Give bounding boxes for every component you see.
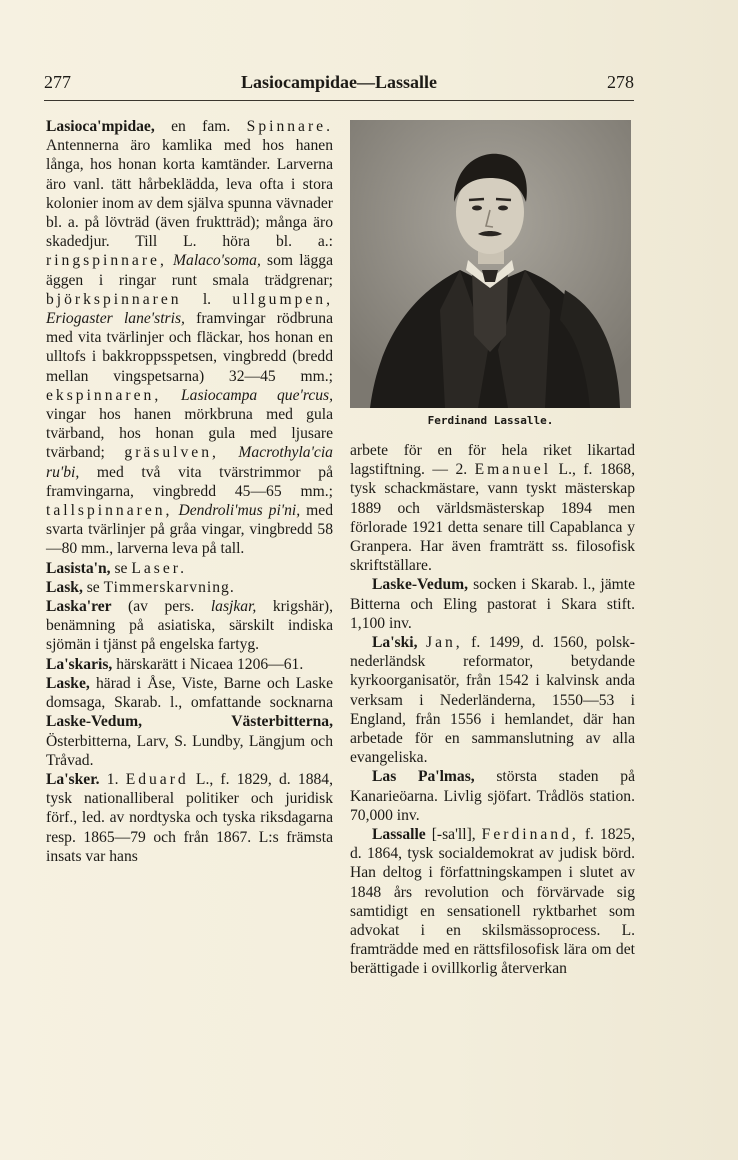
spaced-term: Spinnare. (246, 118, 333, 135)
header-rule (44, 100, 634, 101)
entry-text (418, 634, 426, 651)
running-head: Lasiocampidae—Lassalle (240, 72, 437, 92)
entry-laske (46, 674, 333, 770)
entry-text: en fam. (154, 118, 247, 135)
portrait-illustration (350, 120, 631, 408)
latin-name: Dendroli'mus pi'ni, (172, 502, 301, 520)
page-number-left: 277 (44, 72, 71, 92)
headword: Laske, (46, 674, 90, 692)
entry-lasker (46, 770, 333, 866)
entry-text: se (82, 578, 104, 596)
spaced-term: björkspinnaren (46, 290, 182, 308)
entry-text: härad i Åse, Viste, Barne och Laske domsaga, Skarab. l., omfattande socknarna (46, 674, 333, 712)
spaced-term: tallspinnaren, (46, 502, 173, 520)
latin-name: Lasiocampa que'rcus, (161, 386, 333, 404)
latin-name: Malaco'soma, (166, 252, 261, 270)
entry-text: vingar hos hanen mörkbruna med gula tvärband, hos honan gula med ljusare tvärband; (46, 406, 333, 462)
entry-laskaris (46, 655, 333, 674)
left-column (46, 117, 333, 866)
entry-text: härskarätt i Nicaea 1206—61. (112, 655, 304, 673)
headword: Las Pa'lmas, (372, 768, 475, 786)
entry-text: se (110, 559, 132, 577)
spaced-term: Ferdinand, (481, 826, 579, 844)
entry-lasiocampidae (46, 117, 333, 559)
entry-laski (350, 633, 635, 767)
headword: Lask, (46, 578, 83, 596)
headword: Laske-Vedum, (372, 576, 469, 594)
latin-name: lasjkar, (210, 598, 257, 616)
entry-text: som lägga äggen i ringar runt smala trädgrenar; (46, 252, 333, 289)
spaced-term: Emanuel (474, 461, 552, 479)
entry-lask (46, 578, 333, 597)
headword: La'sker. (46, 770, 100, 788)
entry-lassalle (350, 825, 635, 979)
spaced-term: Eduard (125, 770, 189, 788)
portrait-photo (350, 120, 631, 408)
page-number-right: 278 (607, 72, 634, 92)
entry-laske-vedum (350, 575, 635, 633)
headword: Lassalle (372, 826, 426, 844)
spaced-term: ringspinnare, (46, 252, 167, 270)
spaced-term: gräsulven, (124, 444, 219, 462)
entry-lasker-continued (350, 441, 635, 575)
entry-text: [-sa'll], (425, 826, 482, 844)
entry-lasistan (46, 559, 333, 578)
entry-text: Österbitterna, Larv, S. Lundby, Längjum och Tråvad. (46, 732, 333, 769)
spaced-term: Laser. (131, 559, 188, 577)
headword: La'ski, (372, 634, 418, 652)
entry-text: med svarta tvärlinjer på gråa vingar, vingbredd 58—80 mm., larverna leva på tall. (46, 502, 333, 558)
entry-text: arbete för en för hela riket likartad lagstiftning. — 2. (350, 442, 635, 479)
headword: La'skaris, (46, 655, 113, 673)
headword: Laska'rer (46, 598, 112, 616)
entry-text: krigshär), benämning på asiatiska, särskilt indiska sjömän i tjänst på engelska fartyg. (46, 598, 334, 654)
page-header (44, 70, 634, 98)
entry-las-palmas (350, 767, 635, 825)
spaced-term: Timmerskarvning. (103, 578, 235, 596)
entry-text: l. (181, 290, 233, 308)
entry-text: Antennerna äro kamlika med hos hanen långa, hos honan korta kamtänder. Larverna äro vanl. tätt hårbeklädda, leva ofta i stora kolonier inom av dem själva spunna vävnader bl. a. på lövträd (även fruktträd); många äro skadedjur. Till L. höra bl. a.: (46, 137, 333, 251)
spaced-term: ekspinnaren, (46, 386, 162, 404)
entry-text: 1. (99, 770, 126, 788)
entry-text: (av pers. (111, 598, 211, 616)
entry-text: L., f. 1868, tysk schackmästare, vann tyskt mästerskap 1889 och världsmästerskap 1894 men förlorade 1921 detta senare till Capablanca y Granpera. Har även framträtt ss. filosofisk skriftställare. (350, 461, 635, 575)
entry-text: f. 1825, d. 1864, tysk socialdemokrat av judisk börd. Han deltog i författningskampen i slutet av 1848 års revolution och förvärvade sig samtidigt en sensationell ryktbarhet som advokat i en skilsmässoprocess. L. framträdde med en rättsfilosofisk lära om det berättigade i ovillkorlig återverkan (350, 826, 635, 978)
entry-text: framvingar rödbruna med vita tvärlinjer och fläckar, hos honan en ulltofs i bakkroppsspetsen, vingbredd (bredd mellan vingspetsarna) 32—45 mm.; (46, 310, 333, 385)
entry-text: största staden på Kanarieöarna. Livlig sjöfart. Trådlös station. 70,000 inv. (350, 768, 635, 824)
latin-name: Macrothyla'cia ru'bi, (46, 444, 333, 481)
latin-name: Eriogaster lane'stris, (46, 310, 185, 328)
photo-caption: Ferdinand Lassalle. (427, 414, 554, 427)
entry-text: socken i Skarab. l., jämte Bitterna och Eling pastorat i Skara stift. 1,100 inv. (350, 576, 635, 632)
entry-text: L., f. 1829, d. 1884, tysk nationalliberal politiker och juridisk förf., led. av nordtyska och tyska riksdagarna resp. 1865—79 och från 1867. L:s främsta insats var hans (46, 770, 333, 865)
entry-laskarer (46, 597, 333, 655)
bold-term: Laske-Vedum, Västerbitterna, (46, 713, 333, 731)
entry-text: med två vita tvärstrimmor på framvingarna, vingbredd 45—65 mm.; (46, 463, 333, 500)
spaced-term: ullgumpen, (232, 290, 333, 308)
right-column (350, 441, 635, 979)
entry-text: f. 1499, d. 1560, polsk-nederländsk reformator, betydande kyrkoorganisatör, från 1542 i kalvinsk anda verksam i Nederländerna, 1550—53 i England, från 1556 i hemlandet, där han arbetade för en sammanslutning av alla evangeliska. (350, 634, 636, 767)
headword: Lasioca'mpidae, (46, 118, 155, 135)
spaced-term: Jan, (426, 634, 463, 652)
headword: Lasista'n, (46, 559, 111, 577)
